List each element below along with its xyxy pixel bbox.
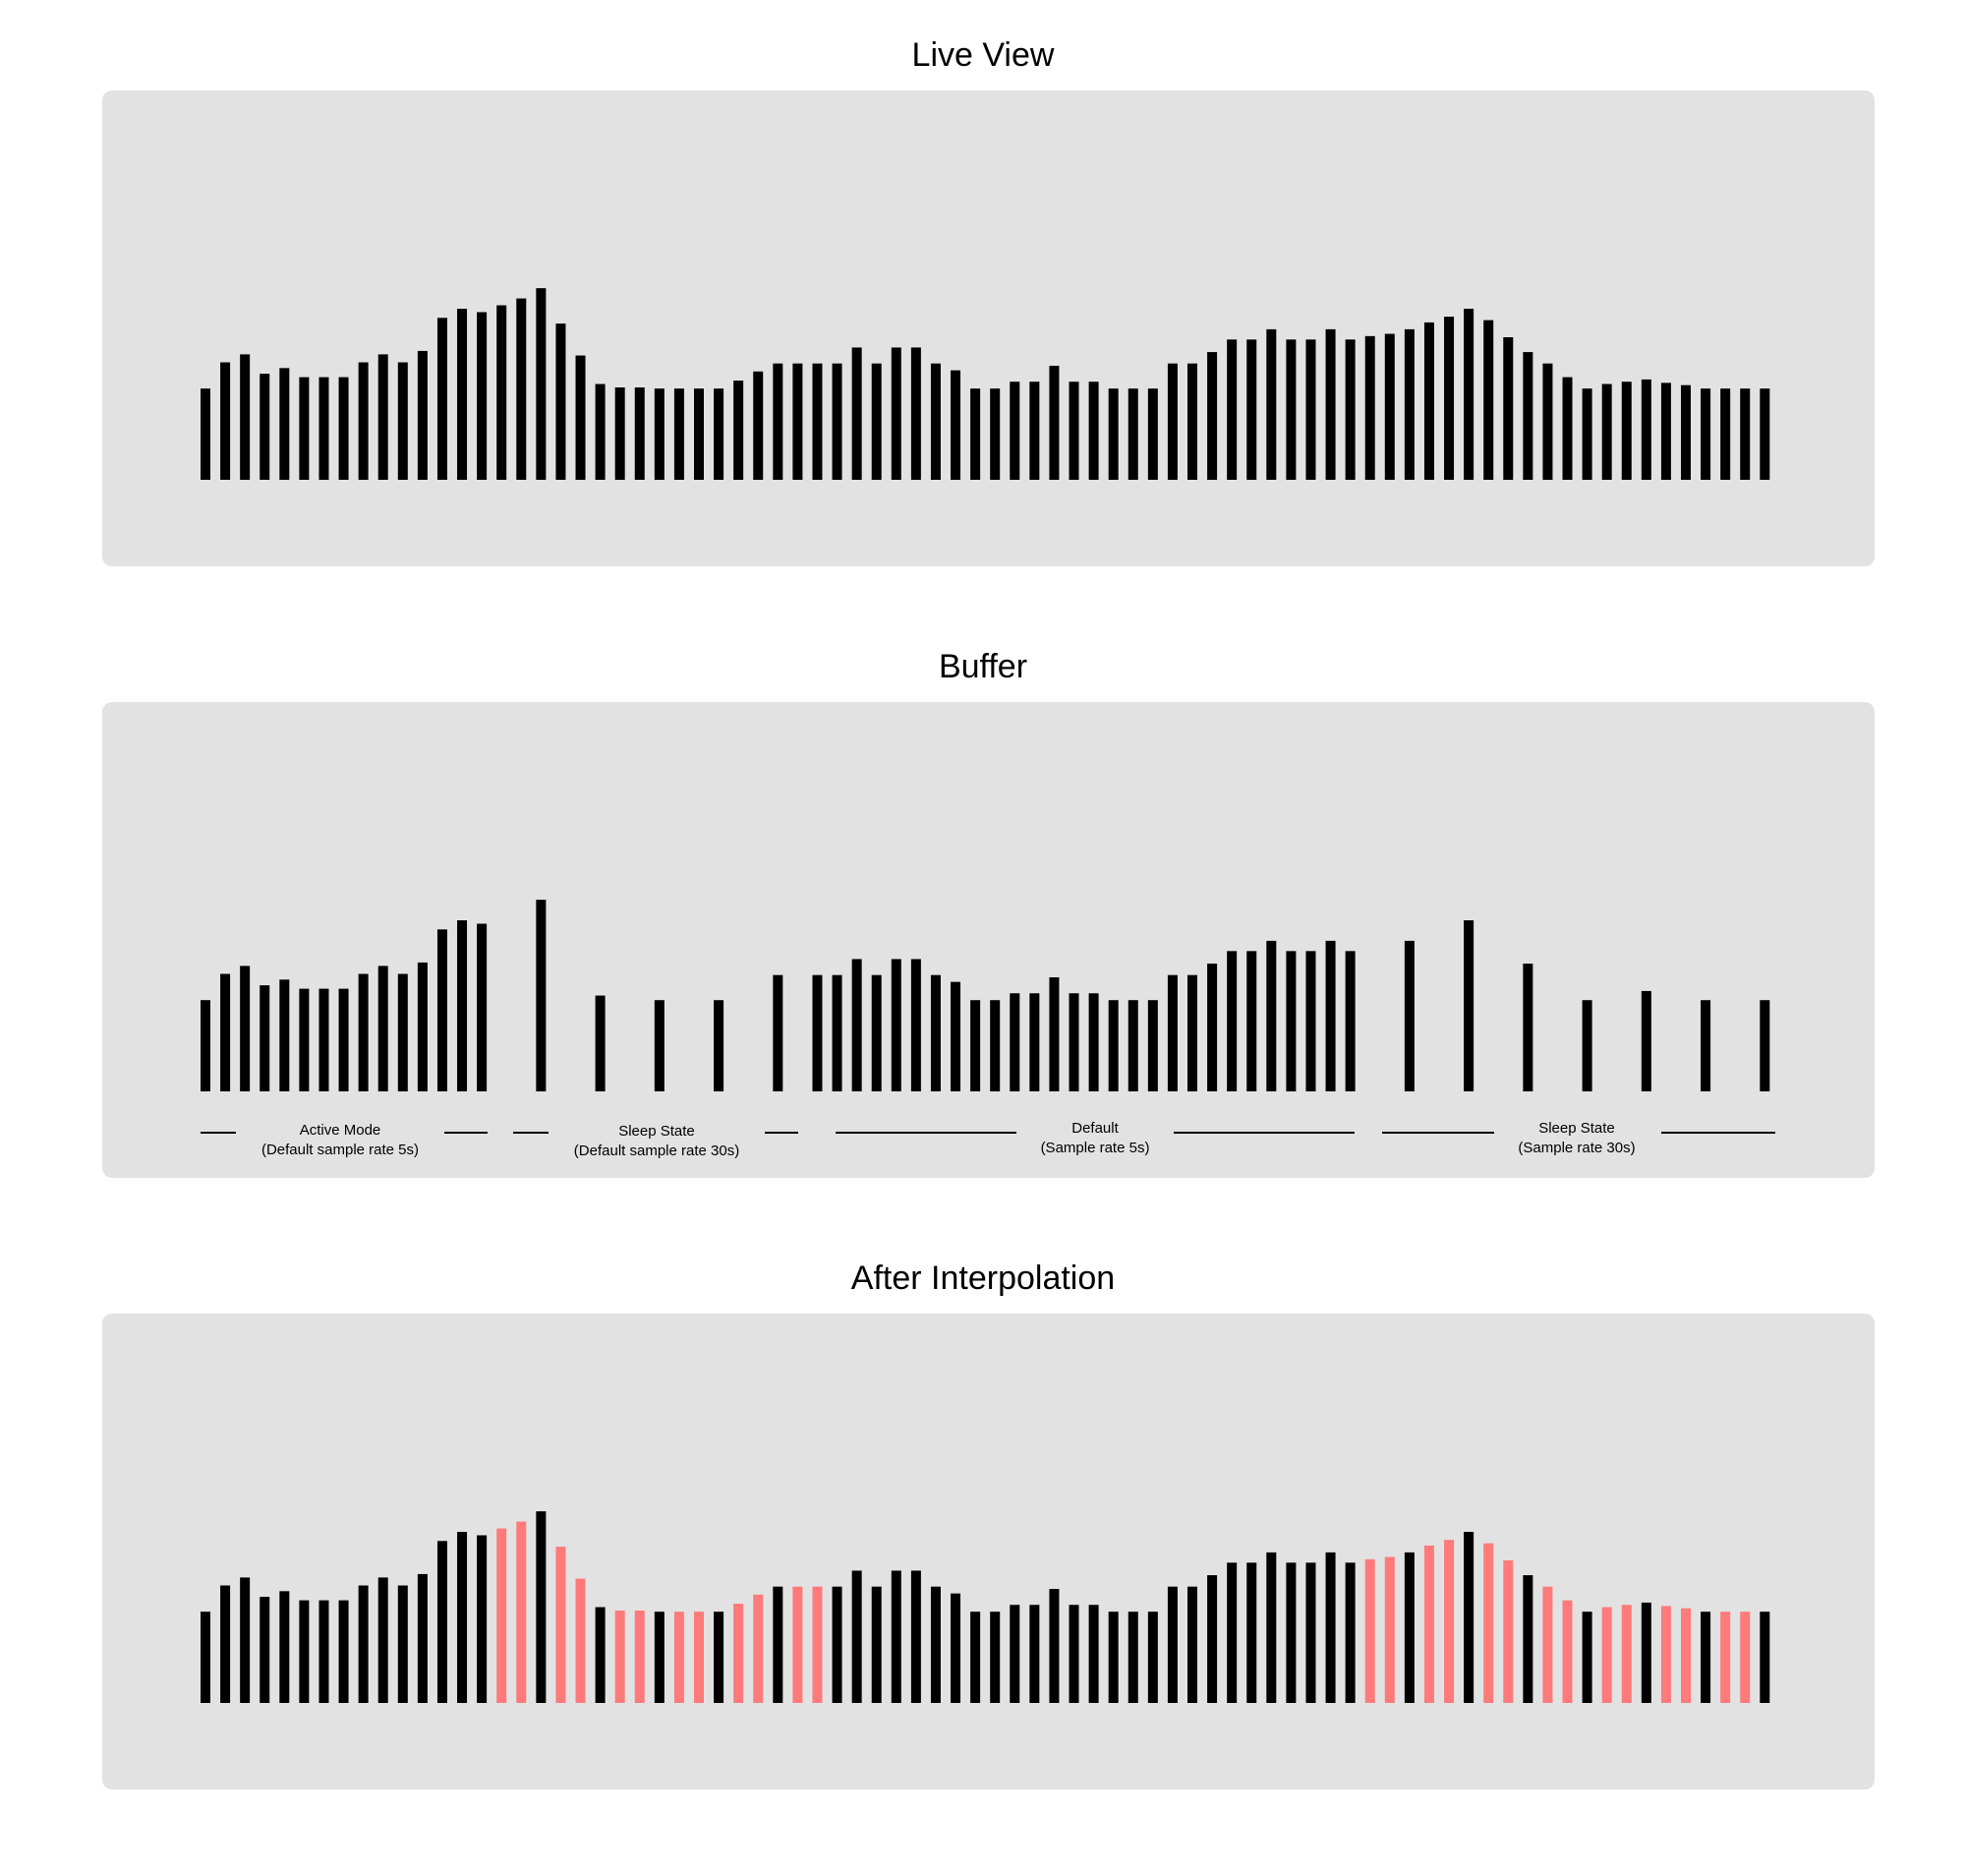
bar (970, 1000, 980, 1091)
bar (1148, 388, 1158, 480)
interpolated-bar (1622, 1605, 1632, 1703)
bar (299, 378, 309, 480)
bar (911, 347, 921, 480)
segment-label-sleep-state-2: Sleep State (1538, 1120, 1615, 1137)
bar (1326, 329, 1336, 480)
bar (1049, 366, 1059, 480)
bar (1286, 1562, 1296, 1703)
segment-label-default: Default (1071, 1120, 1119, 1137)
bar (872, 975, 882, 1091)
bar (1207, 1575, 1217, 1703)
bar (1070, 381, 1079, 480)
bar (714, 1612, 723, 1703)
bar (1642, 380, 1651, 480)
bar (1681, 385, 1691, 480)
interpolated-bar (753, 1595, 763, 1703)
bar (1326, 941, 1336, 1091)
bar (1128, 388, 1138, 480)
bar (536, 900, 546, 1091)
segment-label-sleep-state-1: Sleep State (618, 1123, 695, 1140)
interpolated-bar (635, 1611, 645, 1703)
bar (201, 1612, 210, 1703)
bar (457, 920, 467, 1091)
bar (872, 364, 882, 480)
bar (1720, 388, 1730, 480)
bar (437, 1541, 447, 1703)
segment-sublabel-sleep-state-2: (Sample rate 30s) (1518, 1140, 1636, 1156)
bar (1187, 975, 1197, 1091)
bar (1207, 352, 1217, 480)
bar (635, 387, 645, 480)
bar (1503, 337, 1513, 480)
bar (359, 974, 369, 1091)
bar (1049, 977, 1059, 1091)
bar (773, 364, 782, 480)
bar (477, 923, 487, 1091)
bar (457, 309, 467, 480)
bar (240, 966, 250, 1091)
interpolated-bar (555, 1547, 565, 1703)
bar (398, 363, 408, 480)
bar (1642, 991, 1651, 1091)
bar (339, 989, 349, 1091)
bar (477, 1535, 487, 1703)
segment-sublabel-active-mode: (Default sample rate 5s) (260, 1142, 420, 1158)
bar (951, 1594, 960, 1703)
bar (1760, 388, 1769, 480)
bar (1266, 329, 1276, 480)
bar (852, 347, 862, 480)
interpolated-bar (792, 1587, 802, 1703)
bar (1523, 964, 1532, 1091)
interpolated-bar (1563, 1601, 1573, 1703)
bar (1010, 1605, 1019, 1703)
interpolated-bar (1602, 1608, 1612, 1703)
interpolated-bar (674, 1612, 684, 1703)
bar (1227, 1562, 1237, 1703)
interpolated-bar (1365, 1559, 1375, 1703)
bar (1187, 364, 1197, 480)
segment-sublabel-sleep-state-1: (Default sample rate 30s) (573, 1143, 740, 1159)
bar (951, 982, 960, 1091)
bar (1227, 339, 1237, 480)
bar (299, 989, 309, 1091)
bar (1207, 964, 1217, 1091)
bar (1740, 388, 1750, 480)
bar (812, 364, 822, 480)
bar (833, 364, 842, 480)
bar (201, 1000, 210, 1091)
bar (892, 1570, 901, 1703)
bar (1701, 1612, 1710, 1703)
interpolated-bar (1661, 1606, 1671, 1703)
after-interpolation-panel (102, 1314, 1875, 1789)
interpolated-bar (733, 1604, 743, 1703)
bar (892, 959, 901, 1091)
interpolated-bar (1483, 1544, 1493, 1703)
bar (260, 985, 269, 1091)
bar (378, 966, 388, 1091)
bar (279, 979, 289, 1091)
bar (1405, 941, 1415, 1091)
interpolated-bar (1681, 1609, 1691, 1703)
bar (418, 351, 428, 480)
after-interpolation-chart (102, 1314, 1875, 1789)
bar (1168, 975, 1178, 1091)
interpolated-bar (1542, 1587, 1552, 1703)
bar (714, 1000, 723, 1091)
bar (418, 1574, 428, 1703)
bar (1148, 1612, 1158, 1703)
live-view-chart (102, 90, 1875, 566)
bar (596, 1608, 606, 1703)
bar (1010, 381, 1019, 480)
bar (1128, 1612, 1138, 1703)
bar (833, 1587, 842, 1703)
interpolated-bar (1720, 1612, 1730, 1703)
bar (378, 354, 388, 480)
bar (1286, 339, 1296, 480)
bar (477, 312, 487, 480)
bar (911, 1570, 921, 1703)
bar (714, 388, 723, 480)
bar (1286, 951, 1296, 1091)
bar (792, 364, 802, 480)
bar (773, 975, 782, 1091)
bar (1187, 1587, 1197, 1703)
bar (1464, 309, 1474, 480)
bar (990, 388, 1000, 480)
bar (753, 372, 763, 480)
bar (1523, 352, 1532, 480)
bar (872, 1587, 882, 1703)
bar (773, 1587, 782, 1703)
bar (1365, 336, 1375, 480)
bar (1583, 1000, 1592, 1091)
bar (1542, 364, 1552, 480)
bar (220, 974, 230, 1091)
bar (911, 959, 921, 1091)
bar (318, 1601, 328, 1703)
bar (240, 1577, 250, 1703)
interpolated-bar (1503, 1560, 1513, 1703)
bar (615, 387, 625, 480)
bar (852, 1570, 862, 1703)
bar (931, 975, 941, 1091)
bar (536, 1511, 546, 1703)
bar (201, 388, 210, 480)
bar (990, 1612, 1000, 1703)
bar (1109, 388, 1119, 480)
bar (1109, 1612, 1119, 1703)
interpolated-bar (694, 1612, 704, 1703)
bar (1483, 321, 1493, 480)
bar (1168, 1587, 1178, 1703)
bar (1583, 388, 1592, 480)
bar (576, 356, 586, 480)
bar (1029, 993, 1039, 1091)
bar (555, 323, 565, 480)
bar (655, 1000, 665, 1091)
bar (220, 363, 230, 480)
bar (1070, 993, 1079, 1091)
bar (1246, 951, 1256, 1091)
bar (1661, 382, 1671, 480)
bar (1642, 1603, 1651, 1703)
bar (496, 306, 506, 480)
interpolated-bar (615, 1611, 625, 1703)
bar (1385, 334, 1395, 480)
bar (378, 1577, 388, 1703)
live-view-panel (102, 90, 1875, 566)
buffer-title: Buffer (938, 648, 1028, 685)
bar (1266, 941, 1276, 1091)
bar (1326, 1553, 1336, 1703)
bar (260, 374, 269, 480)
bar (1070, 1605, 1079, 1703)
bar (1305, 951, 1315, 1091)
bar (1029, 1605, 1039, 1703)
bar (1049, 1589, 1059, 1703)
bar (279, 368, 289, 480)
bar (1405, 329, 1415, 480)
interpolated-bar (496, 1529, 506, 1703)
bar (339, 1601, 349, 1703)
bar (596, 384, 606, 480)
bar (674, 388, 684, 480)
bar (299, 1601, 309, 1703)
bar (418, 963, 428, 1091)
bar (398, 1586, 408, 1703)
interpolated-bar (1424, 1546, 1434, 1703)
bar (733, 381, 743, 480)
bar (970, 1612, 980, 1703)
interpolated-bar (1740, 1612, 1750, 1703)
buffer-panel (102, 702, 1875, 1178)
bar (812, 975, 822, 1091)
segment-sublabel-default: (Sample rate 5s) (1040, 1140, 1150, 1156)
bar (1089, 1605, 1099, 1703)
interpolated-bar (1444, 1540, 1454, 1703)
bar (220, 1586, 230, 1703)
bar (359, 1586, 369, 1703)
bar (457, 1532, 467, 1703)
bar (1346, 339, 1356, 480)
bar (1109, 1000, 1119, 1091)
bar (279, 1591, 289, 1703)
bar (1405, 1553, 1415, 1703)
bar (1168, 364, 1178, 480)
bar (1128, 1000, 1138, 1091)
bar (536, 288, 546, 480)
bar (1227, 951, 1237, 1091)
interpolated-bar (576, 1579, 586, 1703)
bar (1089, 993, 1099, 1091)
bar (240, 354, 250, 480)
after-interpolation-title: After Interpolation (850, 1260, 1116, 1297)
bar (318, 378, 328, 480)
bar (931, 364, 941, 480)
bar (1583, 1612, 1592, 1703)
bar (1089, 381, 1099, 480)
bar (1346, 951, 1356, 1091)
bar (437, 929, 447, 1091)
bar (1602, 384, 1612, 480)
interpolated-bar (1385, 1557, 1395, 1703)
bar (1622, 381, 1632, 480)
bar (1760, 1612, 1769, 1703)
bar (1266, 1553, 1276, 1703)
bar (990, 1000, 1000, 1091)
buffer-chart (102, 702, 1875, 1178)
bar (1148, 1000, 1158, 1091)
bar (655, 1612, 665, 1703)
segment-label-active-mode: Active Mode (299, 1122, 381, 1139)
bar (970, 388, 980, 480)
bar (339, 378, 349, 480)
bar (1424, 322, 1434, 480)
bar (931, 1587, 941, 1703)
bar (516, 299, 526, 480)
interpolated-bar (812, 1587, 822, 1703)
bar (1305, 1562, 1315, 1703)
bar (437, 318, 447, 480)
bar (892, 347, 901, 480)
bar (1246, 1562, 1256, 1703)
interpolated-bar (516, 1522, 526, 1703)
bar (1760, 1000, 1769, 1091)
bar (1523, 1575, 1532, 1703)
bar (318, 989, 328, 1091)
bar (1701, 388, 1710, 480)
bar (1701, 1000, 1710, 1091)
bar (1563, 378, 1573, 480)
bar (655, 388, 665, 480)
bar (1346, 1562, 1356, 1703)
bar (1305, 339, 1315, 480)
bar (596, 996, 606, 1091)
bar (1246, 339, 1256, 480)
bar (398, 974, 408, 1091)
bar (1010, 993, 1019, 1091)
bar (833, 975, 842, 1091)
bar (1444, 317, 1454, 480)
bar (1464, 920, 1474, 1091)
bar (951, 371, 960, 480)
bar (1029, 381, 1039, 480)
live-view-title: Live View (911, 36, 1055, 74)
bar (852, 959, 862, 1091)
bar (260, 1597, 269, 1703)
bar (1464, 1532, 1474, 1703)
bar (359, 363, 369, 480)
bar (694, 388, 704, 480)
